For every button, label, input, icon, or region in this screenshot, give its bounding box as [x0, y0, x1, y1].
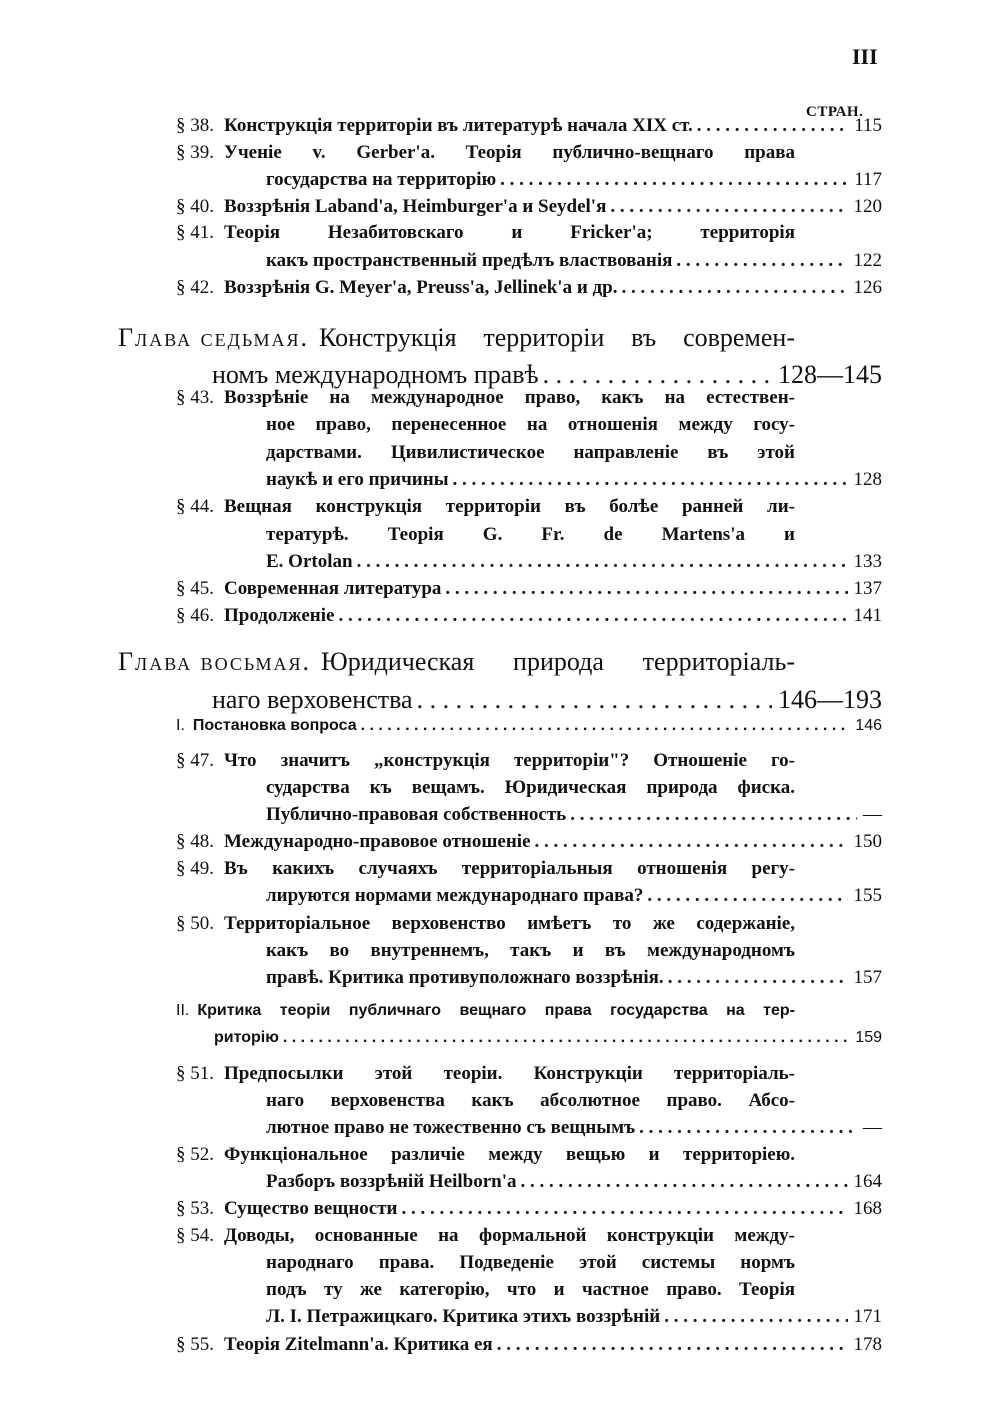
toc-line — [176, 717, 882, 747]
toc-line — [176, 831, 882, 861]
dot-leader — [497, 1334, 848, 1356]
page-ref: 122 — [853, 250, 882, 271]
entry-title: Предпосылки этой теоріи. Конструкціи территоріаль- — [224, 1063, 795, 1084]
entry-title: правѣ. Критика противуположнаго воззрѣнія. — [266, 967, 664, 988]
page-column-header: СТРАН. — [806, 104, 864, 120]
section-number: § 51. — [176, 1063, 214, 1084]
section-number: § 45. — [176, 578, 214, 599]
section-number: II. — [176, 1002, 190, 1019]
entry-title: Что значитъ „конструкція территоріи"? Отношеніе го- — [224, 750, 795, 771]
section-number: § 53. — [176, 1198, 214, 1219]
chapter-label: Глава восьмая. — [118, 647, 311, 676]
section-number: § 47. — [176, 750, 214, 771]
section-number: § 48. — [176, 831, 214, 852]
entry-title: какъ пространственный предѣлъ властвованія — [266, 250, 673, 271]
dot-leader — [697, 115, 848, 137]
toc-line — [118, 323, 795, 357]
toc-line — [176, 1063, 795, 1093]
entry-title: сударства къ вещамъ. Юридическая природа фиска. — [266, 777, 795, 798]
toc-line — [176, 277, 882, 307]
entry-title: Ученіе v. Gerber'a. Теорія публично-вещнаго права — [224, 142, 795, 163]
section-number: § 39. — [176, 142, 214, 163]
toc-line — [266, 777, 795, 807]
dot-leader — [676, 250, 847, 272]
page-ref: 141 — [853, 605, 882, 626]
dot-leader — [621, 277, 847, 299]
toc-line — [176, 1144, 795, 1174]
toc-line — [266, 1279, 795, 1309]
section-number: § 43. — [176, 387, 214, 408]
toc-line — [176, 142, 795, 172]
entry-title: Продолженіе — [224, 605, 335, 626]
toc-line — [176, 913, 795, 943]
toc-line — [266, 469, 882, 499]
page-ref: 117 — [854, 169, 882, 190]
page-ref: 137 — [853, 578, 882, 599]
dot-leader — [535, 831, 848, 853]
page-ref: 171 — [853, 1306, 882, 1327]
entry-title: Публично-правовая собственность — [266, 804, 567, 825]
section-number: § 40. — [176, 196, 214, 217]
entry-title: Юридическая природа территоріаль- — [320, 647, 795, 676]
entry-title: Конструкція территоріи въ современ- — [319, 323, 795, 352]
section-number: § 52. — [176, 1144, 214, 1165]
chapter-label: Глава седьмая. — [118, 323, 310, 352]
toc-line — [176, 578, 882, 608]
entry-title: Разборъ воззрѣній Heilborn'а — [266, 1171, 517, 1192]
section-number: § 50. — [176, 913, 214, 934]
toc-line — [176, 496, 795, 526]
toc-line — [176, 605, 882, 635]
toc-line — [266, 1117, 882, 1147]
toc-line — [266, 885, 882, 915]
toc-line — [266, 414, 795, 444]
toc-line — [176, 222, 795, 252]
dot-leader — [647, 885, 847, 907]
dot-leader — [417, 685, 772, 715]
entry-title: Существо вещности — [224, 1198, 398, 1219]
page-ref: 155 — [853, 885, 882, 906]
toc-line — [266, 1252, 795, 1282]
page-ref: — — [863, 804, 882, 825]
entry-title: Воззрѣніе на международное право, какъ на естествен- — [224, 387, 795, 408]
dot-leader — [283, 1029, 849, 1047]
page-ref: 168 — [853, 1198, 882, 1219]
entry-title: Л. І. Петражицкаго. Критика этихъ воззрѣній — [266, 1306, 661, 1327]
page-ref: 133 — [853, 551, 882, 572]
page-ref: 128—145 — [778, 360, 882, 389]
toc-line — [176, 115, 882, 145]
page-ref: 150 — [853, 831, 882, 852]
dot-leader — [543, 360, 772, 390]
page-ref: 146 — [855, 717, 882, 734]
entry-title: какъ во внутреннемъ, такъ и въ международномъ — [266, 940, 795, 961]
dot-leader — [361, 717, 850, 735]
toc-line — [266, 1306, 882, 1336]
toc-line — [176, 387, 795, 417]
toc-line — [266, 940, 795, 970]
section-number: § 42. — [176, 277, 214, 298]
section-number: § 54. — [176, 1225, 214, 1246]
entry-title: Въ какихъ случаяхъ территоріальныя отношенія регу- — [224, 858, 795, 879]
section-number: § 55. — [176, 1334, 214, 1355]
toc-line — [266, 1090, 795, 1120]
toc-line — [266, 250, 882, 280]
dot-leader — [664, 1306, 847, 1328]
page-number: III — [852, 44, 878, 69]
page-ref: 146—193 — [778, 685, 882, 714]
toc-line — [176, 1334, 882, 1364]
entry-title: Воззрѣнія Laband'а, Heimburger'а и Seydel'я — [224, 196, 607, 217]
page-ref: 159 — [855, 1029, 882, 1046]
entry-title: народнаго права. Подведеніе этой системы нормъ — [266, 1252, 795, 1273]
dot-leader — [453, 469, 848, 491]
entry-title: риторію — [214, 1029, 279, 1046]
entry-title: Теорія Zitelmann'а. Критика ея — [224, 1334, 493, 1355]
section-number: § 38. — [176, 115, 214, 136]
section-number: § 41. — [176, 222, 214, 243]
toc-line — [266, 524, 795, 554]
dot-leader — [402, 1198, 848, 1220]
page-ref: 157 — [853, 967, 882, 988]
entry-title: Территоріальное верховенство имѣетъ то же содержаніе, — [224, 913, 795, 934]
entry-title: Постановка вопроса — [192, 717, 357, 734]
toc-line — [176, 1002, 795, 1032]
toc-line — [176, 1198, 882, 1228]
toc-line — [266, 551, 882, 581]
entry-title: подъ ту же категорію, что и частное право. Теорія — [266, 1279, 795, 1300]
page-ref: 120 — [853, 196, 882, 217]
entry-title: Критика теоріи публичнаго вещнаго права государства на тер- — [197, 1002, 795, 1019]
toc-line — [266, 442, 795, 472]
section-number: § 49. — [176, 858, 214, 879]
dot-leader — [570, 804, 857, 826]
entry-title: наго верховенства — [212, 685, 413, 714]
dot-leader — [610, 196, 847, 218]
entry-title: ное право, перенесенное на отношенія между госу- — [266, 414, 795, 435]
entry-title: наго верховенства какъ абсолютное право. Абсо- — [266, 1090, 795, 1111]
dot-leader — [668, 967, 848, 989]
entry-title: Конструкція территоріи въ литературѣ начала XIX ст. — [224, 115, 693, 136]
dot-leader — [338, 605, 847, 627]
entry-title: Функціональное различіе между вещью и территоріею. — [224, 1144, 795, 1165]
toc-line — [176, 858, 795, 888]
page-ref: 126 — [853, 277, 882, 298]
entry-title: лируются нормами международнаго права? — [266, 885, 644, 906]
entry-title: тературѣ. Теорія G. Fr. de Martens'а и — [266, 524, 795, 545]
entry-title: Вещная конструкція территоріи въ болѣе ранней ли- — [224, 496, 795, 517]
page-ref: 128 — [853, 469, 882, 490]
dot-leader — [500, 169, 848, 191]
toc-line — [176, 1225, 795, 1255]
page-ref: 115 — [854, 115, 882, 136]
toc-line — [214, 1029, 882, 1059]
toc-line — [266, 1171, 882, 1201]
page-ref: — — [863, 1117, 882, 1138]
entry-title: Международно-правовое отношеніе — [224, 831, 531, 852]
entry-title: Современная литература — [224, 578, 442, 599]
entry-title: наукѣ и его причины — [266, 469, 449, 490]
dot-leader — [521, 1171, 848, 1193]
toc-line — [176, 750, 795, 780]
toc-line — [266, 169, 882, 199]
toc-line — [212, 685, 882, 719]
section-number: I. — [176, 717, 185, 734]
page-ref: 178 — [853, 1334, 882, 1355]
dot-leader — [357, 551, 848, 573]
page-ref: 164 — [853, 1171, 882, 1192]
section-number: § 46. — [176, 605, 214, 626]
section-number: § 44. — [176, 496, 214, 517]
dot-leader — [639, 1117, 857, 1139]
entry-title: Теорія Незабитовскаго и Fricker'а; территорія — [224, 222, 795, 243]
entry-title: номъ международномъ правѣ — [212, 360, 539, 389]
toc-line — [266, 804, 882, 834]
dot-leader — [445, 578, 847, 600]
entry-title: Воззрѣнія G. Meyer'а, Preuss'а, Jellinek'а и др. — [224, 277, 618, 298]
entry-title: E. Ortolan — [266, 551, 353, 572]
entry-title: государства на территорію — [266, 169, 497, 190]
toc-line — [266, 967, 882, 997]
entry-title: Доводы, основанные на формальной конструкціи между- — [224, 1225, 795, 1246]
toc-line — [118, 647, 795, 681]
entry-title: лютное право не тожественно съ вещнымъ — [266, 1117, 636, 1138]
entry-title: дарствами. Цивилистическое направленіе въ этой — [266, 442, 795, 463]
